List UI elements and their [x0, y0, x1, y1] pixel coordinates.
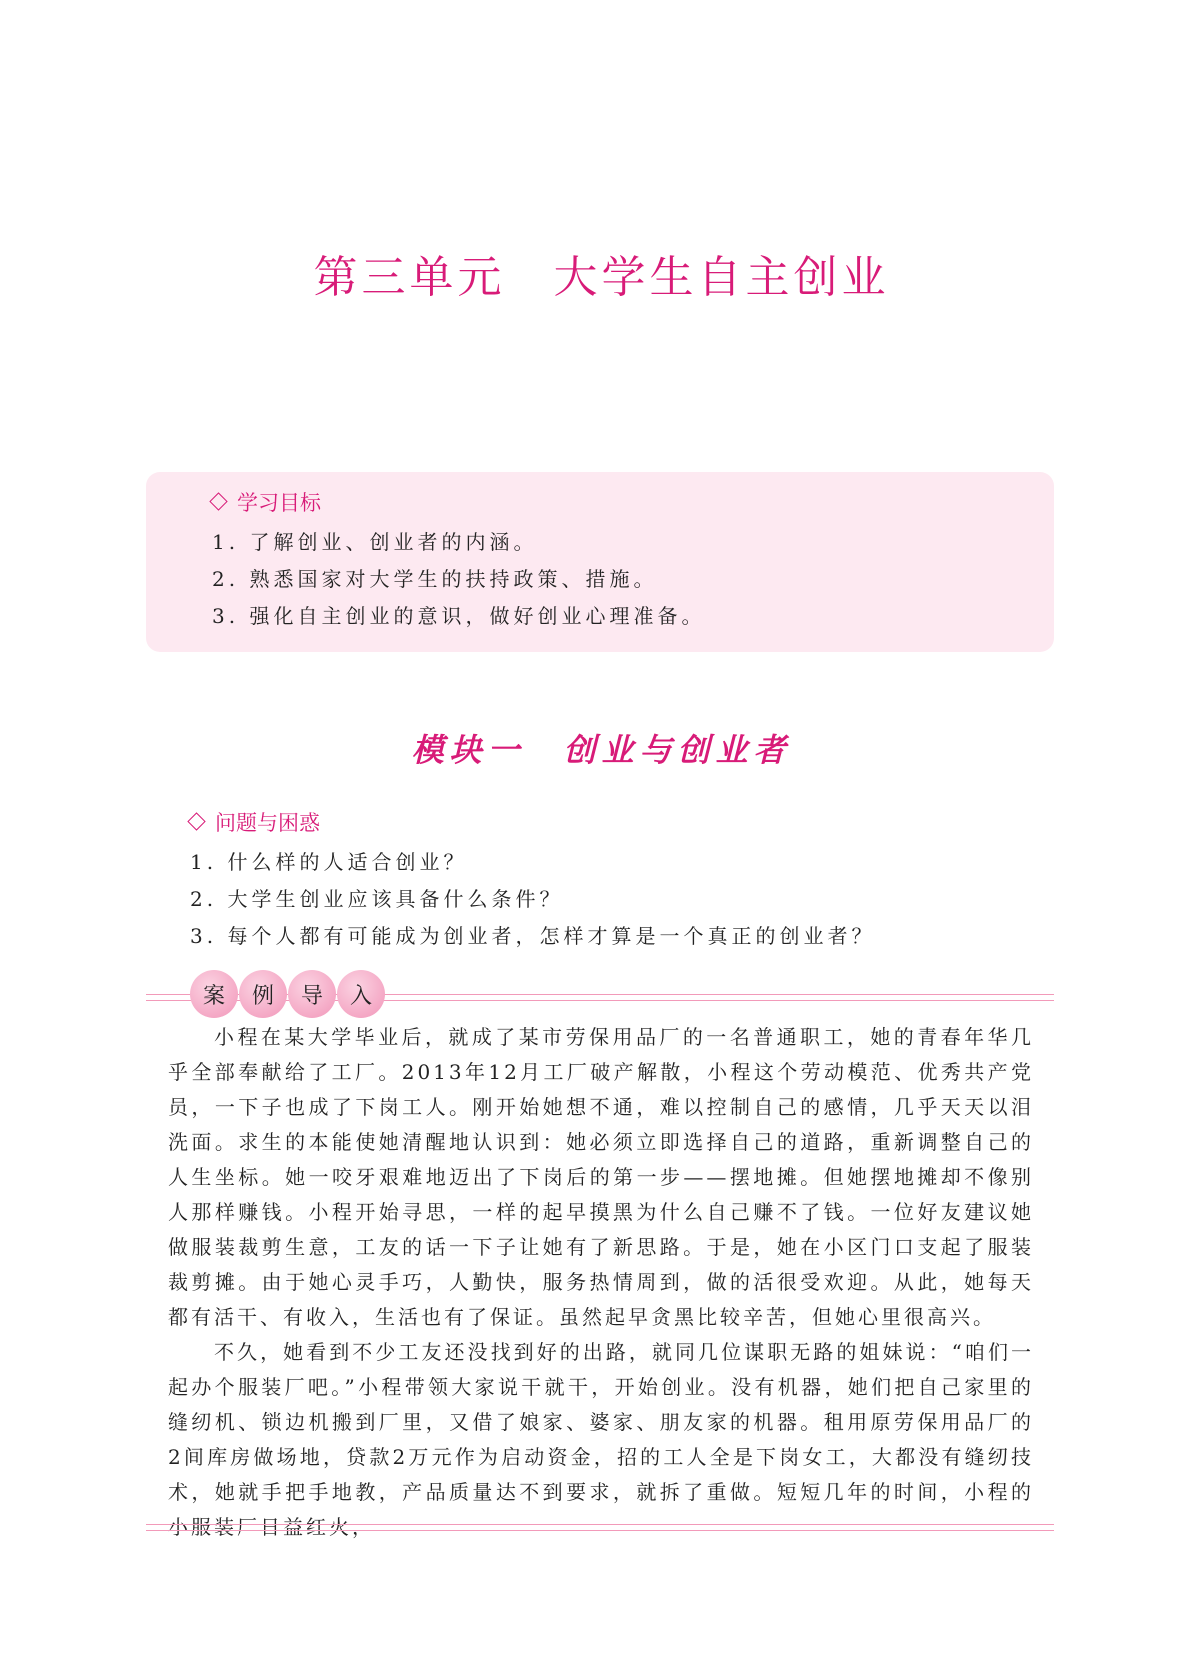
learning-goal-item: 2. 熟悉国家对大学生的扶持政策、措施。 — [212, 567, 658, 591]
body-paragraph: 不久，她看到不少工友还没找到好的出路，就同几位谋职无路的姐妹说：“咱们一起办个服装厂吧。”小程带领大家说干就干，开始创业。没有机器，她们把自己家里的缝纫机、锁边机搬到厂里，又借了娘家、婆家、朋友家的机器。租用原劳保用品厂的2间库房做场地，贷款2万元作为启动资金，招的工人全是下岗女工，大都没有缝纫技术，她就手把手地教，产品质量达不到要求，就拆了重做。短短几年的时间，小程的小服装厂日益红火， — [168, 1340, 1034, 1539]
learning-goals-box — [146, 472, 1054, 652]
divider — [146, 1524, 1054, 1525]
learning-goals-heading-text: 学习目标 — [237, 491, 321, 515]
learning-goal-item: 3. 强化自主创业的意识，做好创业心理准备。 — [212, 604, 706, 628]
learning-goal-item: 1. 了解创业、创业者的内涵。 — [212, 530, 538, 554]
page-title: 第三单元 大学生自主创业 — [313, 252, 890, 303]
bottom-divider — [146, 1524, 1054, 1531]
question-item: 1. 什么样的人适合创业？ — [190, 850, 468, 874]
case-intro-char: 例 — [239, 970, 287, 1018]
questions-heading — [190, 808, 875, 838]
questions-section — [190, 808, 875, 955]
questions-list — [190, 844, 875, 955]
learning-goals-list — [212, 524, 705, 635]
case-intro-char: 入 — [337, 970, 385, 1018]
case-body — [168, 1020, 1034, 1545]
question-item: 2. 大学生创业应该具备什么条件？ — [190, 887, 564, 911]
divider — [146, 1530, 1054, 1531]
body-paragraph: 小程在某大学毕业后，就成了某市劳保用品厂的一名普通职工，她的青春年华几乎全部奉献给了工厂。2013年12月工厂破产解散，小程这个劳动模范、优秀共产党员，一下子也成了下岗工人。刚开始她想不通，难以控制自己的感情，几乎天天以泪洗面。求生的本能使她清醒地认识到：她必须立即选择自己的道路，重新调整自己的人生坐标。她一咬牙艰难地迈出了下岗后的第一步——摆地摊。但她摆地摊却不像别人那样赚钱。小程开始寻思，一样的起早摸黑为什么自己赚不了钱。一位好友建议她做服装裁剪生意，工友的话一下子让她有了新思路。于是，她在小区门口支起了服装裁剪摊。由于她心灵手巧，人勤快，服务热情周到，做的活很受欢迎。从此，她每天都有活干、有收入，生活也有了保证。虽然起早贪黑比较辛苦，但她心里很高兴。 — [168, 1025, 1034, 1329]
learning-goals-heading — [212, 488, 321, 518]
module-title: 模块一 创业与创业者 — [411, 731, 792, 769]
diamond-icon — [209, 492, 227, 510]
questions-heading-text: 问题与困惑 — [215, 811, 320, 835]
case-intro-char: 案 — [190, 970, 238, 1018]
question-item: 3. 每个人都有可能成为创业者，怎样才算是一个真正的创业者？ — [190, 924, 876, 948]
diamond-icon — [187, 812, 205, 830]
case-intro-label — [190, 970, 385, 1018]
case-intro-char: 导 — [288, 970, 336, 1018]
